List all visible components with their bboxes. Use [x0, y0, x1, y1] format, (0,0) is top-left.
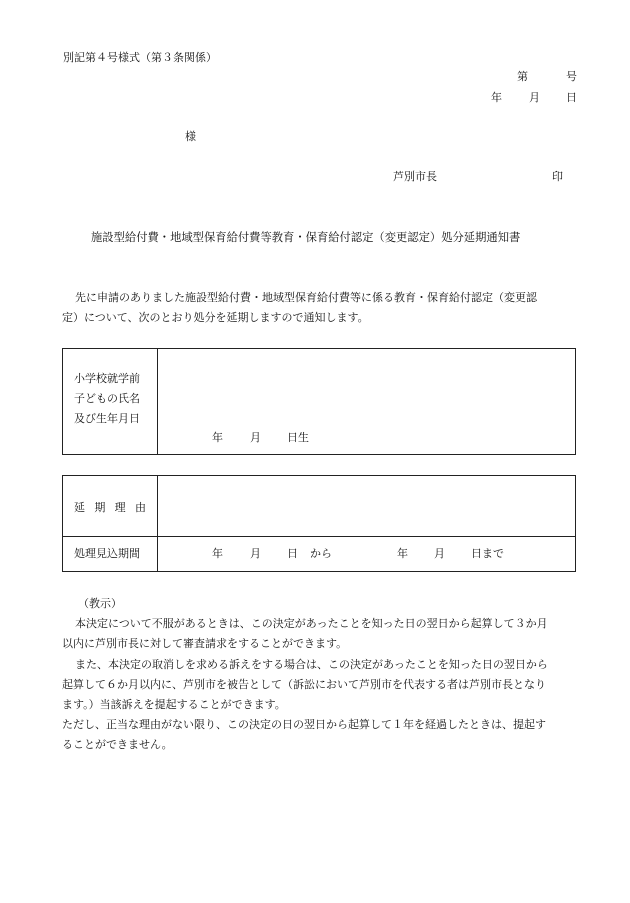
- from-day: 日: [287, 547, 298, 560]
- notice-p3-line-2: ることができません。: [62, 738, 173, 751]
- notice-p2-line-1: また、本決定の取消しを求める訴えをする場合は、この決定があったことを知った日の翌日から: [75, 658, 548, 671]
- from-month: 月: [250, 547, 261, 560]
- number-dai: 第: [517, 70, 528, 83]
- notice-p2-line-2: 起算して６か月以内に、芦別市を被告として（訴訟において芦別市を代表する者は芦別市長となり: [62, 678, 546, 691]
- notice-p1-line-2: 以内に芦別市長に対して審査請求をすることができます。: [62, 637, 348, 650]
- form-label: 別記第４号様式（第３条関係）: [63, 51, 217, 64]
- to-month: 月: [434, 547, 445, 560]
- reason-label: 延 期 理 由: [74, 501, 146, 514]
- notice-p2-line-3: ます。）当該訴えを提起することができます。: [62, 698, 286, 711]
- birth-year: 年: [212, 431, 223, 444]
- child-label-line-3: 及び生年月日: [74, 412, 140, 425]
- from-year: 年: [212, 547, 223, 560]
- child-label-line-1: 小学校就学前: [74, 372, 140, 385]
- birth-day: 日生: [287, 431, 309, 444]
- from-kara: から: [310, 547, 332, 560]
- to-day: 日まで: [471, 547, 504, 560]
- notice-heading: （教示）: [78, 597, 122, 610]
- date-day: 日: [566, 91, 577, 104]
- seal-mark: 印: [552, 170, 563, 183]
- postponement-row-divider: [62, 536, 576, 537]
- date-month: 月: [529, 91, 540, 104]
- issuer-name: 芦別市長: [393, 170, 437, 183]
- intro-line-2: 定）について、次のとおり処分を延期しますので通知します。: [62, 311, 369, 324]
- to-year: 年: [397, 547, 408, 560]
- postponement-divider: [157, 475, 158, 572]
- addressee-suffix: 様: [185, 130, 196, 143]
- child-info-divider: [157, 348, 158, 455]
- notice-p1-line-1: 本決定について不服があるときは、この決定があったことを知った日の翌日から起算して３か月: [75, 617, 548, 630]
- intro-line-1: 先に申請のありました施設型給付費・地域型保育給付費等に係る教育・保育給付認定（変更認: [75, 291, 537, 304]
- period-label: 処理見込期間: [74, 547, 140, 560]
- date-year: 年: [491, 91, 502, 104]
- birth-month: 月: [250, 431, 261, 444]
- number-go: 号: [566, 70, 577, 83]
- child-label-line-2: 子どもの氏名: [74, 392, 140, 405]
- document-title: 施設型給付費・地域型保育給付費等教育・保育給付認定（変更認定）処分延期通知書: [91, 231, 521, 244]
- notice-p3-line-1: ただし、正当な理由がない限り、この決定の日の翌日から起算して１年を経過したときは、提起す: [62, 718, 546, 731]
